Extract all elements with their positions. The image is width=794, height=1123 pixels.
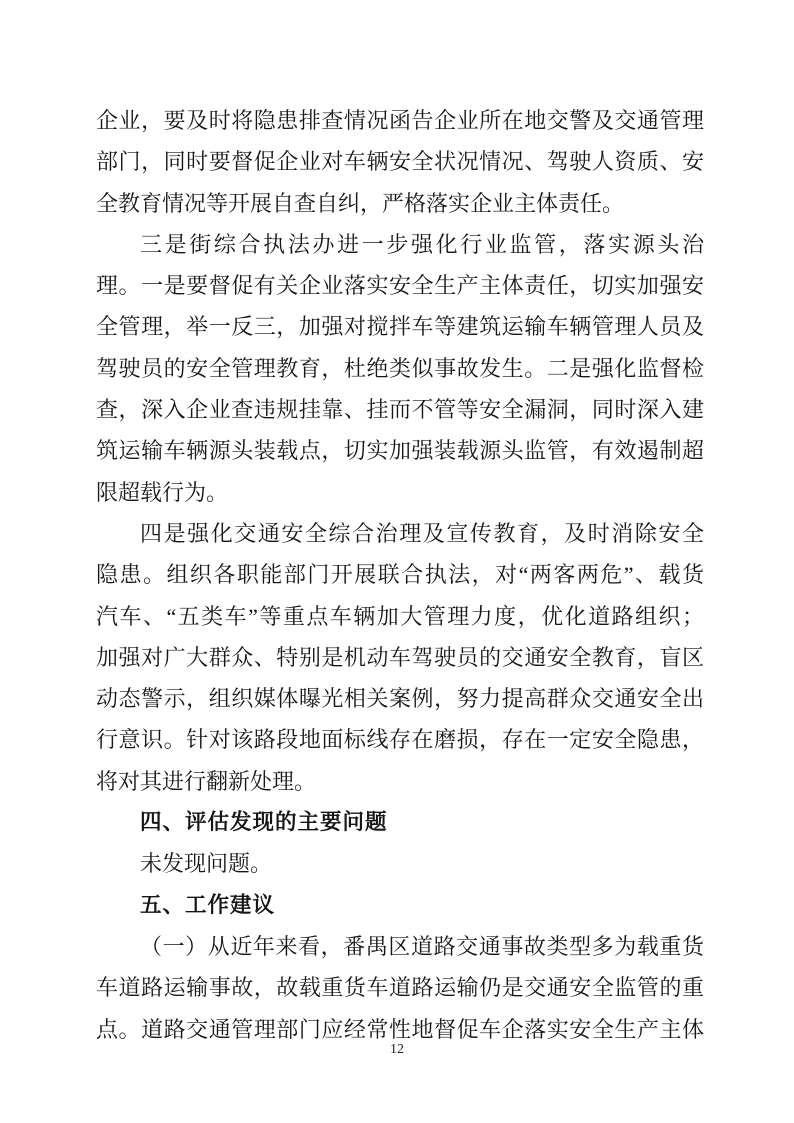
paragraph-line: 全管理，举一反三，加强对搅拌车等建筑运输车辆管理人员及 xyxy=(96,314,704,340)
paragraph-line: （一）从近年来看，番禺区道路交通事故类型多为载重货 xyxy=(140,933,704,959)
paragraph-line: 点。道路交通管理部门应经常性地督促车企落实安全生产主体 xyxy=(96,1016,704,1042)
paragraph-line: 将对其进行翻新处理。 xyxy=(96,768,317,794)
paragraph-line: 隐患。组织各职能部门开展联合执法，对“两客两危”、载货 xyxy=(96,562,704,588)
paragraph-line: 理。一是要督促有关企业落实安全生产主体责任，切实加强安 xyxy=(96,273,704,299)
paragraph-line: 部门，同时要督促企业对车辆安全状况情况、驾驶人资质、安 xyxy=(96,149,704,175)
heading-text: 五、工作建议 xyxy=(140,892,276,917)
paragraph xyxy=(96,224,704,513)
paragraph xyxy=(96,926,704,1050)
paragraph xyxy=(96,513,704,802)
paragraph-line: 三是街综合执法办进一步强化行业监管，落实源头治 xyxy=(140,231,704,257)
paragraph xyxy=(96,100,704,224)
section-heading xyxy=(96,885,704,926)
heading-text: 四、评估发现的主要问题 xyxy=(140,810,388,835)
paragraph-line: 筑运输车辆源头装载点，切实加强装载源头监管，有效遏制超 xyxy=(96,438,704,464)
section-heading xyxy=(96,802,704,843)
paragraph-line: 行意识。针对该路段地面标线存在磨损，存在一定安全隐患， xyxy=(96,727,704,753)
paragraph-line: 车道路运输事故，故载重货车道路运输仍是交通安全监管的重 xyxy=(96,975,704,1001)
paragraph xyxy=(96,843,704,884)
paragraph-line: 企业，要及时将隐患排查情况函告企业所在地交警及交通管理 xyxy=(96,108,704,133)
paragraph-line: 驾驶员的安全管理教育，杜绝类似事故发生。二是强化监督检 xyxy=(96,355,704,381)
paragraph-line: 四是强化交通安全综合治理及宣传教育，及时消除安全 xyxy=(140,520,704,546)
paragraph-line: 加强对广大群众、特别是机动车驾驶员的交通安全教育，盲区 xyxy=(96,644,704,670)
paragraph-line: 汽车、“五类车”等重点车辆加大管理力度，优化道路组织； xyxy=(96,603,704,629)
paragraph-line: 未发现问题。 xyxy=(140,851,273,877)
paragraph-line: 动态警示，组织媒体曝光相关案例，努力提高群众交通安全出 xyxy=(96,686,704,712)
paragraph-line: 全教育情况等开展自查自纠，严格落实企业主体责任。 xyxy=(96,190,625,216)
document-body xyxy=(96,100,704,1050)
page-number: 12 xyxy=(390,1042,404,1057)
page-footer xyxy=(0,1042,794,1058)
paragraph-line: 限超载行为。 xyxy=(96,479,229,505)
paragraph-line: 查，深入企业查违规挂靠、挂而不管等安全漏洞，同时深入建 xyxy=(96,397,704,423)
